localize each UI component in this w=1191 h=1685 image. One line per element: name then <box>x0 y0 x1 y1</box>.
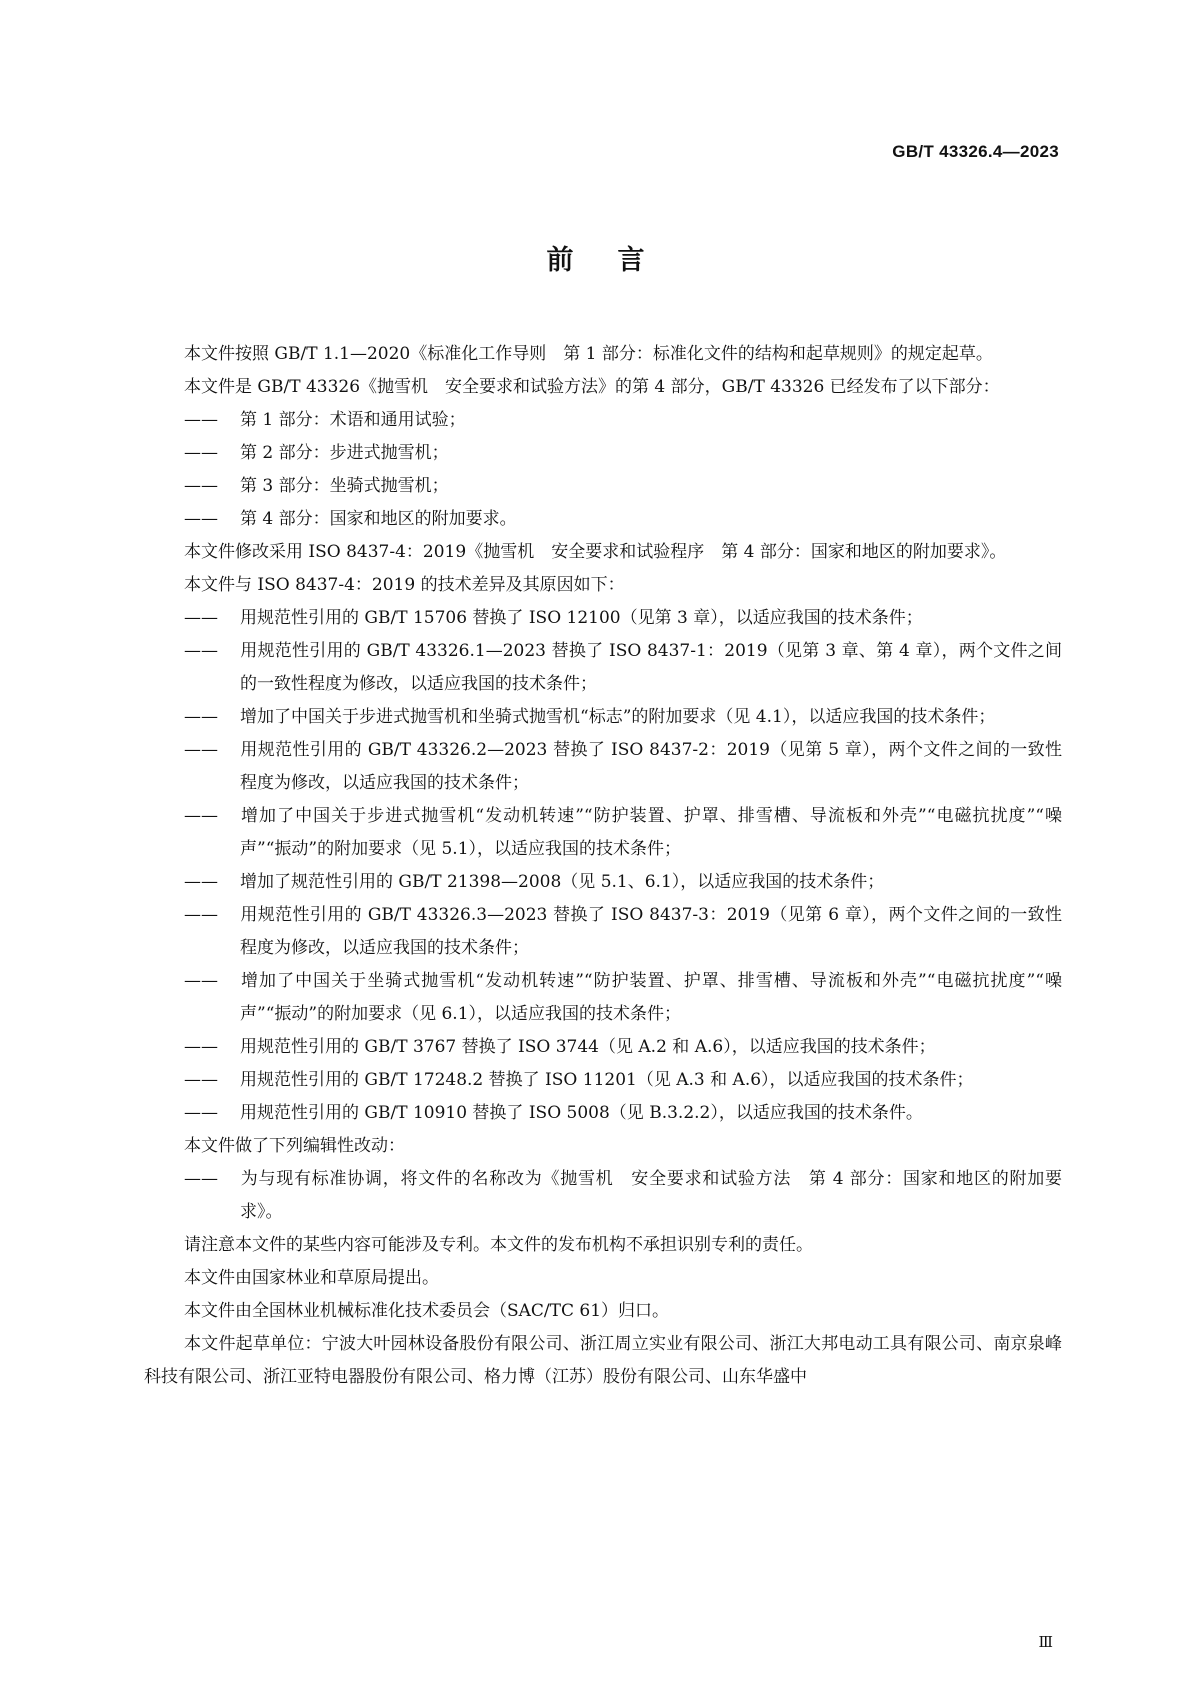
list-dash: —— <box>184 410 218 430</box>
list-item <box>184 470 1062 503</box>
list-dash: —— <box>184 707 218 727</box>
list-item <box>184 602 1062 635</box>
list-dash: —— <box>184 608 218 628</box>
list-dash: —— <box>184 740 218 760</box>
list-item <box>184 1097 1062 1130</box>
paragraph: 本文件起草单位：宁波大叶园林设备股份有限公司、浙江周立实业有限公司、浙江大邦电动工具有限公司、南京泉峰科技有限公司、浙江亚特电器股份有限公司、格力博（江苏）股份有限公司、山东华盛中 <box>144 1334 1062 1387</box>
list-item-text: 增加了中国关于步进式抛雪机“发动机转速”“防护装置、护罩、排雪槽、导流板和外壳”“电磁抗扰度”“噪声”“振动”的附加要求（见 5.1），以适应我国的技术条件； <box>240 806 1062 859</box>
list-item-text: 用规范性引用的 GB/T 17248.2 替换了 ISO 11201（见 A.3 和 A.6），以适应我国的技术条件； <box>240 1070 974 1090</box>
list-item-text: 增加了中国关于坐骑式抛雪机“发动机转速”“防护装置、护罩、排雪槽、导流板和外壳”“电磁抗扰度”“噪声”“振动”的附加要求（见 6.1），以适应我国的技术条件； <box>240 971 1062 1024</box>
paragraph: 本文件是 GB/T 43326《抛雪机 安全要求和试验方法》的第 4 部分，GB/T 43326 已经发布了以下部分： <box>184 377 1000 397</box>
list-item-text: 用规范性引用的 GB/T 10910 替换了 ISO 5008（见 B.3.2.2），以适应我国的技术条件。 <box>240 1103 923 1123</box>
list-dash: —— <box>184 476 218 496</box>
list-item-text: 用规范性引用的 GB/T 15706 替换了 ISO 12100（见第 3 章），以适应我国的技术条件； <box>240 608 923 628</box>
list-dash: —— <box>184 443 218 463</box>
paragraph: 本文件按照 GB/T 1.1—2020《标准化工作导则 第 1 部分：标准化文件的结构和起草规则》的规定起草。 <box>184 344 993 364</box>
list-item-text: 第 3 部分：坐骑式抛雪机； <box>240 476 449 496</box>
list-item-text: 第 1 部分：术语和通用试验； <box>240 410 466 430</box>
list-item <box>184 965 1062 1031</box>
list-dash: —— <box>184 1070 218 1090</box>
editorial-changes-list <box>144 1163 1062 1229</box>
list-item <box>184 899 1062 965</box>
document-code: GB/T 43326.4—2023 <box>892 142 1059 161</box>
list-dash: —— <box>184 1103 218 1123</box>
list-item-text: 增加了中国关于步进式抛雪机和坐骑式抛雪机“标志”的附加要求（见 4.1），以适应我国的技术条件； <box>240 707 996 727</box>
list-item <box>184 734 1062 800</box>
list-item <box>184 701 1062 734</box>
list-dash: —— <box>184 872 218 892</box>
paragraph: 本文件做了下列编辑性改动： <box>184 1136 405 1156</box>
list-item-text: 为与现有标准协调，将文件的名称改为《抛雪机 安全要求和试验方法 第 4 部分：国家和地区的附加要求》。 <box>240 1169 1062 1222</box>
list-dash: —— <box>184 641 218 661</box>
list-item <box>184 437 1062 470</box>
list-dash: —— <box>184 1037 218 1057</box>
list-item-text: 第 2 部分：步进式抛雪机； <box>240 443 449 463</box>
paragraph: 本文件由国家林业和草原局提出。 <box>184 1268 439 1288</box>
list-item <box>184 1031 1062 1064</box>
list-item <box>184 503 1062 536</box>
page-title: 前言 <box>546 245 689 276</box>
list-item-text: 用规范性引用的 GB/T 43326.2—2023 替换了 ISO 8437-2：2019（见第 5 章），两个文件之间的一致性程度为修改，以适应我国的技术条件； <box>240 740 1062 793</box>
list-dash: —— <box>184 806 218 826</box>
list-item <box>184 404 1062 437</box>
list-item-text: 用规范性引用的 GB/T 43326.1—2023 替换了 ISO 8437-1：2019（见第 3 章、第 4 章），两个文件之间的一致性程度为修改，以适应我国的技术条件； <box>240 641 1062 694</box>
list-dash: —— <box>184 509 218 529</box>
parts-list <box>144 404 1062 536</box>
paragraph: 本文件与 ISO 8437-4：2019 的技术差异及其原因如下： <box>184 575 625 595</box>
technical-differences-list <box>144 602 1062 1130</box>
foreword-body <box>144 338 1062 1394</box>
list-item <box>184 1064 1062 1097</box>
list-item-text: 用规范性引用的 GB/T 3767 替换了 ISO 3744（见 A.2 和 A.6），以适应我国的技术条件； <box>240 1037 936 1057</box>
list-item-text: 第 4 部分：国家和地区的附加要求。 <box>240 509 517 529</box>
list-item <box>184 635 1062 701</box>
list-item-text: 增加了规范性引用的 GB/T 21398—2008（见 5.1、6.1），以适应我国的技术条件； <box>240 872 885 892</box>
paragraph: 本文件由全国林业机械标准化技术委员会（SAC/TC 61）归口。 <box>184 1301 670 1321</box>
list-dash: —— <box>184 905 218 925</box>
list-item <box>184 1163 1062 1229</box>
page-number: Ⅲ <box>1038 1633 1053 1651</box>
list-dash: —— <box>184 971 218 991</box>
list-dash: —— <box>184 1169 218 1189</box>
list-item <box>184 800 1062 866</box>
paragraph: 本文件修改采用 ISO 8437-4：2019《抛雪机 安全要求和试验程序 第 4 部分：国家和地区的附加要求》。 <box>184 542 1007 562</box>
paragraph: 请注意本文件的某些内容可能涉及专利。本文件的发布机构不承担识别专利的责任。 <box>184 1235 813 1255</box>
list-item-text: 用规范性引用的 GB/T 43326.3—2023 替换了 ISO 8437-3：2019（见第 6 章），两个文件之间的一致性程度为修改，以适应我国的技术条件； <box>240 905 1062 958</box>
list-item <box>184 866 1062 899</box>
